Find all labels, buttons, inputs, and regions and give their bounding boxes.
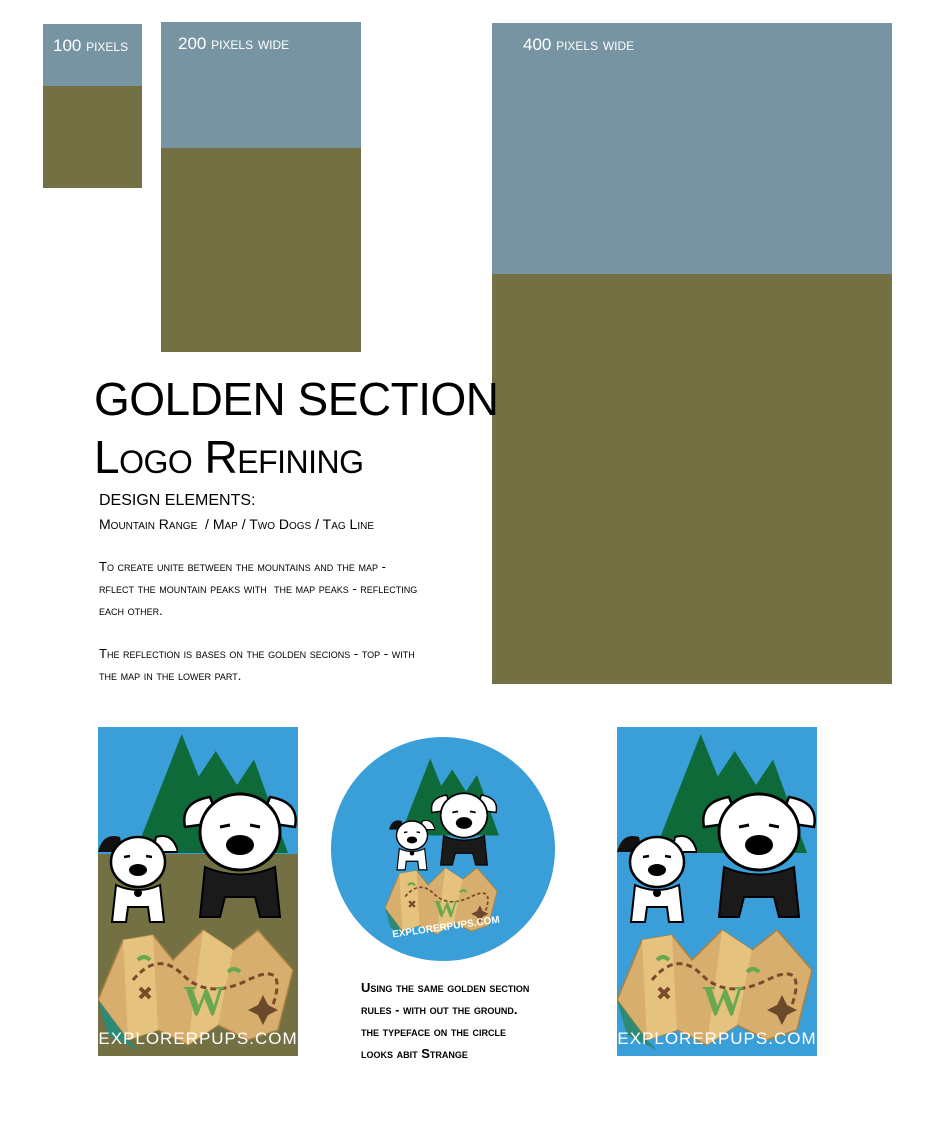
page-title: GOLDEN SECTION bbox=[94, 373, 499, 425]
caption-line-4: looks abit Strange bbox=[361, 1046, 468, 1061]
design-note-line-5: the map in the lower part. bbox=[99, 668, 242, 683]
swatch-400 bbox=[492, 23, 892, 684]
design-note-line-4: The reflection is bases on the golden secions - top - with bbox=[99, 646, 415, 661]
swatch-100-label: 100 pixels bbox=[53, 36, 129, 55]
big-dog-icon bbox=[699, 787, 817, 927]
caption-line-3: the typeface on the circle bbox=[361, 1024, 506, 1039]
logo-2-tagline: EXPLORERPUPS.COM bbox=[391, 914, 501, 941]
design-note-line-3: each other. bbox=[99, 603, 163, 618]
swatch-400-label: 400 pixels wide bbox=[523, 35, 635, 54]
caption-line-2: rules - with out the ground. bbox=[361, 1002, 518, 1017]
swatch-100 bbox=[43, 24, 142, 188]
swatch-100-ground bbox=[43, 86, 142, 188]
swatch-200 bbox=[161, 22, 361, 352]
small-dog-icon bbox=[98, 827, 178, 927]
swatch-400-sky bbox=[492, 23, 892, 274]
design-note-line-1: To create unite between the mountains and the map - bbox=[99, 559, 386, 574]
big-dog-icon bbox=[429, 789, 499, 871]
logo-variant-ground bbox=[98, 727, 298, 1056]
logo-variant-circle bbox=[331, 737, 555, 961]
caption-line-1: Using the same golden section bbox=[361, 980, 530, 995]
big-dog-icon bbox=[180, 787, 298, 927]
logo-1-tagline: EXPLORERPUPS.COM bbox=[98, 1029, 298, 1048]
logo-variant-no-ground bbox=[617, 727, 817, 1056]
design-note-line-2: rflect the mountain peaks with the map peaks - reflecting bbox=[99, 581, 418, 596]
swatch-200-ground bbox=[161, 148, 361, 352]
small-dog-icon bbox=[617, 827, 697, 927]
swatch-200-label: 200 pixels wide bbox=[178, 34, 290, 53]
design-elements-list: Mountain Range / Map / Two Dogs / Tag Line bbox=[99, 516, 374, 532]
design-elements-header: DESIGN ELEMENTS: bbox=[99, 492, 256, 509]
logo-3-tagline: EXPLORERPUPS.COM bbox=[617, 1029, 817, 1048]
swatch-400-ground bbox=[492, 274, 892, 684]
page-subtitle: Logo Refining bbox=[94, 431, 364, 483]
